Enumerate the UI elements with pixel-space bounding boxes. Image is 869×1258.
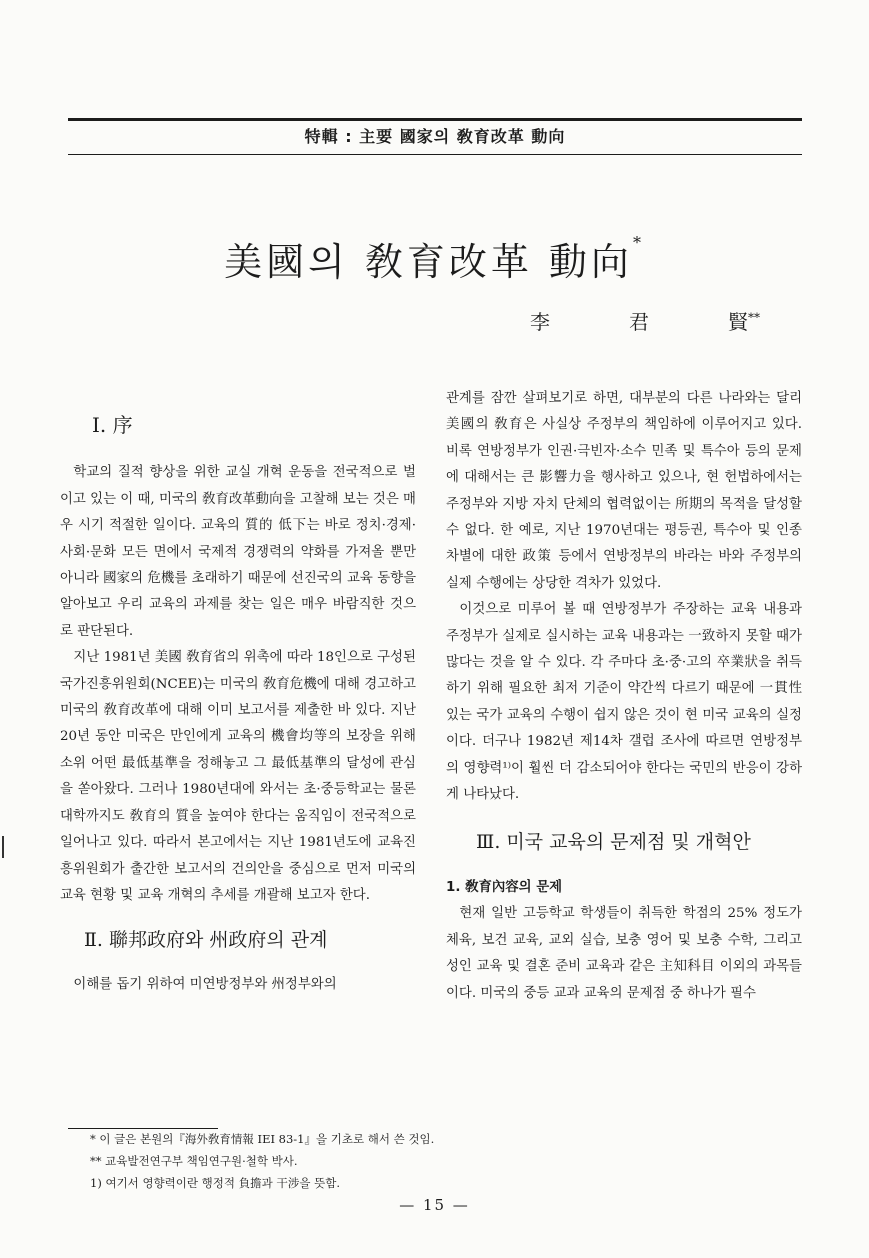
section-1-heading: Ⅰ. 序 (92, 413, 133, 437)
footnote-1: * 이 글은 본원의『海外敎育情報 IEI 83-1』을 기초로 해서 쓴 것임. (90, 1132, 435, 1146)
subsection-1-paragraph: 현재 일반 고등학교 학생들이 취득한 학점의 25% 정도가 체육, 보건 교육, 교외 실습, 보충 영어 및 보충 수학, 그리고 성인 교육 및 결혼 준비 교육과 같은 主知科目 이외의 과목들이다. 미국의 중등 교과 교육의 문제점 중 하나가 필수 (446, 906, 802, 1001)
section-2-paragraph-start: 이해를 돕기 위하여 미연방정부와 州정부와의 (73, 976, 337, 992)
header-rule-bottom (68, 154, 802, 155)
section-1-paragraph-1: 학교의 질적 향상을 위한 교실 개혁 운동을 전국적으로 벌이고 있는 이 때, 미국의 敎育改革動向을 고찰해 보는 것은 매우 시기 적절한 일이다. 교육의 質的 低下는 바로 정치·경제·사회·문화 모든 면에서 국제적 경쟁력의 약화를 가져올 뿐만 아니라 國家의 危機를 초래하기 때문에 선진국의 교육 동향을 알아보고 우리 교육의 과제를 찾는 일은 매우 바람직한 것으로 판단된다. (60, 465, 416, 639)
author-char-3 (728, 306, 760, 335)
article-title (0, 231, 869, 286)
page-number: — 15 — (399, 1196, 470, 1214)
series-heading: 特輯 : 主要 國家의 敎育改革 動向 (304, 127, 566, 146)
right-column (446, 386, 802, 1007)
section-1-paragraph-2: 지난 1981년 美國 敎育省의 위촉에 따라 18인으로 구성된 국가진흥위원회(NCEE)는 미국의 敎育危機에 대해 경고하고 미국의 敎育改革에 대해 이미 보고서를 제출한 바 있다. 지난 20년 동안 미국은 만인에게 교육의 機會均等의 보장을 위해 소위 어떤 最低基準을 정해놓고 그 最低基準의 달성에 관심을 쏟아왔다. 그러나 1980년대에 와서는 초·중등학교는 물론 대학까지도 敎育의 質을 높여야 한다는 움직임이 전국적으로 일어나고 있다. 따라서 본고에서는 지난 1981년도에 교육진흥위원회가 출간한 보고서의 건의안을 중심으로 먼저 미국의 교육 현황 및 교육 개혁의 추세를 개괄해 보고자 한다. (60, 650, 416, 903)
article-title-text: 美國의 敎育改革 動向 (224, 240, 633, 285)
author-char-2: 君 (629, 310, 649, 334)
section-3-heading: Ⅲ. 미국 교육의 문제점 및 개혁안 (476, 830, 751, 853)
author-char-1: 李 (530, 310, 550, 334)
section-2-paragraph-2: 이것으로 미루어 볼 때 연방정부가 주장하는 교육 내용과 주정부가 실제로 실시하는 교육 내용과는 一致하지 못할 때가 많다는 것을 알 수 있다. 각 주마다 초·중·고의 卒業狀을 취득하기 위해 필요한 최저 기준이 약간씩 다르기 때문에 一貫性있는 국가 교육의 수행이 쉽지 않은 것이 현 미국 교육의 실정이다. 더구나 1982년 제14차 갤럽 조사에 따르면 연방정부의 영향력¹⁾이 훨씬 더 감소되어야 한다는 국민의 반응이 강하게 나타났다. (446, 602, 802, 803)
footnotes (90, 1128, 790, 1194)
margin-mark (2, 836, 4, 858)
left-column (60, 386, 416, 998)
author-char-3-text: 賢 (728, 310, 748, 334)
footnote-2: ** 교육발전연구부 책임연구원·철학 박사. (90, 1154, 298, 1168)
section-2-paragraph-1: 관계를 잠깐 살펴보기로 하면, 대부분의 다른 나라와는 달리 美國의 敎育은 사실상 주정부의 책임하에 이루어지고 있다. 비록 연방정부가 인권·극빈자·소수 민족 및 특수아 등의 문제에 대해서는 큰 影響力을 행사하고 있으나, 현 헌법하에서는 주정부와 지방 자치 단체의 협력없이는 所期의 목적을 달성할 수 없다. 한 예로, 지난 1970년대는 평등권, 특수아 및 인종 차별에 대한 政策 등에서 연방정부의 바라는 바와 주정부의 실제 수행에는 상당한 격차가 있었다. (446, 391, 802, 591)
subsection-1-heading: 1. 敎育內容의 문제 (446, 879, 563, 895)
title-footnote-marker: * (632, 233, 645, 253)
footnote-3: 1) 여기서 영향력이란 행정적 負擔과 干涉을 뜻함. (90, 1176, 341, 1190)
header-rule-top (68, 118, 802, 121)
section-2-heading: Ⅱ. 聯邦政府와 州政府의 관계 (84, 929, 328, 952)
author-footnote-marker: ** (748, 310, 760, 325)
author-byline (530, 306, 760, 335)
